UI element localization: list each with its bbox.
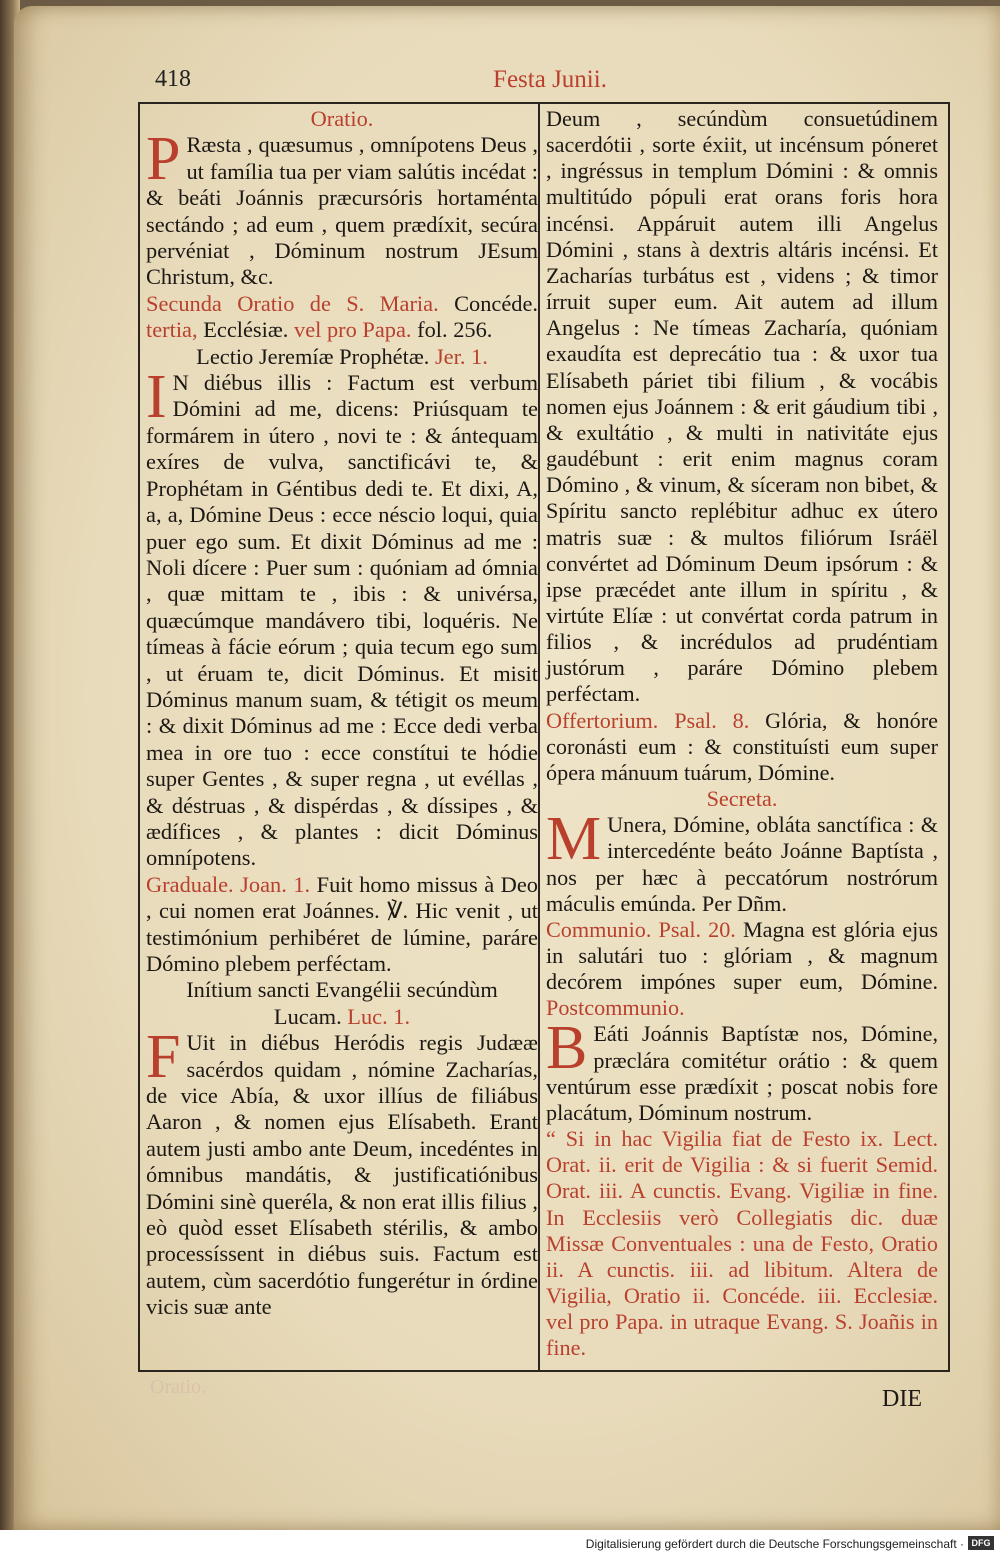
offertorium-rubric: Offertorium. Psal. 8.	[546, 707, 750, 733]
tertia-rubric: tertia,	[146, 317, 198, 343]
catchword: DIE	[882, 1386, 922, 1412]
right-column	[546, 106, 938, 1362]
luke-reference: Luc. 1.	[347, 1003, 411, 1029]
tertia-incipit: Ecclésiæ.	[203, 317, 289, 343]
lectio-heading	[146, 344, 538, 370]
vigilia-rubric: “ Si in hac Vigilia fiat de Festo ix. Lect. Orat. ii. erit de Vigilia : & si fuerit Semid. Orat. iii. A cunctis. Evang. Vigiliæ in fine. In Ecclesiis verò Collegiatis dic. duæ Missæ Conventuales : una de Festo, Oratio ii. A cunctis. iii. ad libitum. Altera de Vigilia, Oratio ii. Concéde. iii. Ecclesiæ. vel pro Papa. in utraque Evang. S. Joañis in fine.	[546, 1126, 938, 1361]
running-title: Festa Junii.	[493, 66, 607, 93]
text-frame	[138, 102, 950, 1372]
dfg-logo: DFG	[968, 1536, 994, 1550]
evangelium-continued: Deum , secúndùm consuetúdinem sacerdótii , sorte éxiit, ut incénsum póneret , ingréssus in templum Dómini : & omnis multitúdo pópuli erat orans foris hora incénsi. Appáruit autem illi Angelus Dómini , stans à dextris altáris incénsi. Et Zacharías turbátus est , videns ; & timor írruit super eum. Ait autem ad illum Angelus : Ne tímeas Zacharía, quóniam exaudíta est deprecátio tua : & uxor tua Elísabeth páriet tibi filium , & vocábis nomen ejus Joánnem : & erit gáudium tibi , & exultátio , & multi in nativitáte ejus gaudébunt : erit enim magnus coram Dómino , & vinum, & síceram non bibet, & Spíritu sancto replébitur adhuc ex útero matris suæ : & multos filiórum Isráël convértet ad Dóminum Deum ipsórum : & ipse præcédet ante illum in spíritu , & virtúte Elíæ : ut convértat corda patrum in filios , & incrédulos ad prudéntiam justórum , paráre Dómino plebem perféctam.	[546, 106, 938, 707]
secunda-oratio-line	[146, 291, 538, 344]
postcommunio-rubric: Postcommunio.	[546, 995, 685, 1021]
communio-paragraph	[546, 917, 938, 1022]
offertorium-text: Glória, & honóre coronásti eum : & constituísti eum super ópera mánuum tuárum, Dómine.	[546, 707, 938, 785]
left-column	[146, 106, 538, 1321]
graduale-paragraph	[146, 872, 538, 978]
drop-cap: M	[546, 805, 602, 874]
graduale-rubric: Graduale. Joan. 1.	[146, 871, 311, 897]
lucam-word: Lucam.	[273, 1003, 342, 1029]
secreta-paragraph	[546, 805, 938, 917]
graduale-text: Fuit homo missus à Deo , cui nomen erat Joánnes. ℣. Hic venit , ut testimónium perhibéret de lúmine, paráre Dómino plebem perféctam.	[146, 871, 538, 976]
lectio-reference: Jer. 1.	[434, 343, 488, 369]
lectio-paragraph	[146, 363, 538, 872]
secreta-heading: Secreta.	[706, 786, 778, 812]
drop-cap: F	[146, 1023, 181, 1092]
initium-lucam	[146, 1004, 538, 1030]
drop-cap: I	[146, 363, 167, 432]
evangelium-text: Uit in diébus Heródis regis Judææ sacérdos quidam , nómine Zacharías, de vice Abía, & uxor illíus de filiábus Aaron , & nomen ejus Elísabeth. Erant autem justi ambo ante Deum, incedéntes in ómnibus mandátis, & justificatiónibus Dómini sinè queréla, & non erat illis filius , eò quòd esset Elísabeth stérilis, & ambo processíssent in diébus suis. Factum est autem, cùm sacerdótio fungerétur in órdine vicis suæ ante	[146, 1030, 538, 1320]
folio-number: 418	[155, 66, 191, 92]
communio-rubric: Communio. Psal. 20.	[546, 916, 736, 942]
secreta-text: Unera, Dómine, obláta sanctífica : & intercedénte beáto Joánne Baptísta , nos per hæc à peccatórum nostrórum máculis emúnda. Per Dñm.	[546, 812, 938, 916]
page-header	[155, 66, 945, 96]
offertorium-paragraph	[546, 708, 938, 786]
oratio-heading: Oratio.	[310, 106, 374, 131]
lectio-text: N diébus illis : Factum est verbum Dómini ad me, dicens: Priúsquam te formárem in útero , novi te : & ántequam exíres de vulva, sanctificávi te, & Prophétam in Géntibus dedi te. Et dixi, A, a, a, Dómine Deus : ecce néscio loqui, quia puer ego sum. Et dixit Dóminus ad me : Noli dícere : Puer sum : quóniam ad ómnia , quæ mittam te , ibis : & univérsa, quæcúmque mandávero tibi, loquéris. Ne tímeas à fácie eórum ; quia tecum ego sum , ut éruam te, dicit Dóminus. Et misit Dóminus manum suam, & tétigit os meum : & dixit Dóminus ad me : Ecce dedi verba mea in ore tuo : ecce constítui te hódie super Gentes , & super regna , ut evéllas , & déstruas , & dispérdas , & díssipes , & ædífices , & plantes : dicit Dóminus omnípotens.	[146, 370, 538, 871]
digitization-footer	[0, 1530, 1000, 1556]
drop-cap: P	[146, 125, 181, 194]
oratio-text: Ræsta , quæsumus , omnípotens Deus , ut família tua per viam salútis incédat : & beáti Joánnis præcursóris hortaménta sectándo ; ad eum , quem prædíxit, secúra pervéniat , Dóminum nostrum JEsum Christum, &c.	[146, 132, 538, 290]
column-divider	[538, 104, 540, 1370]
offset-ghost-text: Oratio.	[150, 1376, 207, 1398]
postcommunio-text: Eáti Joánnis Baptístæ nos, Dómine, præclára comitétur orátio : & quem ventúrum esse prædíxit ; poscat nobis fore placátum, Dóminum nostrum.	[546, 1021, 938, 1125]
footer-credit: Digitalisierung gefördert durch die Deutsche Forschungsgemeinschaft ·	[585, 1537, 964, 1551]
oratio-paragraph	[146, 125, 538, 290]
communio-text: Magna est glória ejus in salutári tuo : glóriam , & magnum decórem impónes super eum, Dómine.	[546, 916, 938, 995]
evangelium-paragraph	[146, 1023, 538, 1320]
postcommunio-paragraph	[546, 1014, 938, 1126]
folio-reference: fol. 256.	[417, 317, 493, 343]
lectio-title: Lectio Jeremíæ Prophétæ.	[196, 343, 430, 369]
secunda-incipit: Concéde.	[454, 290, 538, 316]
drop-cap: B	[546, 1014, 588, 1083]
papa-rubric: vel pro Papa.	[294, 317, 412, 343]
secunda-rubric: Secunda Oratio de S. Maria.	[146, 290, 439, 316]
initium-line: Inítium sancti Evangélii secúndùm	[186, 977, 498, 1003]
